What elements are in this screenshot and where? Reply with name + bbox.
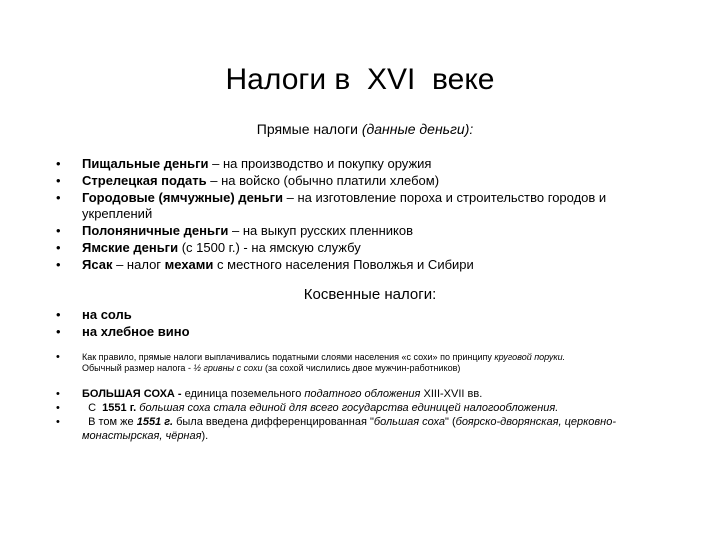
soha-lead: В том же	[82, 416, 137, 428]
direct-taxes-heading-text: Прямые налоги	[256, 121, 362, 137]
note-text: (за сохой числились двое мужчин-работников)	[262, 363, 461, 373]
list-item	[0, 306, 720, 323]
bullet: •	[56, 388, 60, 400]
soha-bold: БОЛЬШАЯ СОХА -	[82, 388, 185, 400]
list-item	[0, 240, 720, 256]
soha-text: была введена дифференцированная "	[173, 416, 374, 428]
soha-text: " (	[445, 416, 456, 428]
indirect-tax-text: на хлебное вино	[82, 324, 190, 339]
bullet: •	[56, 173, 61, 188]
list-item	[0, 156, 720, 172]
note-line-1	[82, 352, 660, 363]
list-item	[0, 173, 720, 189]
tax-desc: – на войско (обычно платили хлебом)	[206, 173, 440, 188]
soha-list	[0, 387, 720, 443]
direct-taxes-heading	[5, 121, 720, 137]
note-list	[0, 352, 720, 374]
page-title: Налоги в XVI веке	[225, 63, 495, 96]
list-item	[0, 352, 720, 374]
tax-desc: (с 1500 г.) - на ямскую службу	[178, 240, 361, 255]
soha-text: ).	[201, 430, 209, 442]
tax-name: Стрелецкая подать	[82, 173, 207, 188]
note-line-2	[82, 363, 660, 374]
bullet: •	[56, 307, 61, 322]
tax-name: Ясак	[82, 257, 113, 272]
soha-bold: 1551 г.	[102, 402, 137, 414]
tax-desc: – на производство и покупку оружия	[208, 156, 432, 171]
tax-desc-bold: мехами	[164, 257, 214, 272]
soha-italic: большая соха	[373, 416, 445, 428]
list-item	[0, 223, 720, 239]
soha-lead: С	[82, 402, 103, 414]
bullet: •	[56, 324, 61, 339]
list-item	[0, 401, 720, 415]
list-item	[0, 257, 720, 273]
note-italic: ½ гривны с сохи	[193, 363, 263, 373]
bullet: •	[56, 257, 61, 272]
indirect-tax-text: на соль	[82, 307, 132, 322]
soha-italic: большая соха стала единой для всего государства единицей налогообложения.	[136, 402, 559, 414]
note-text: Как правило, прямые налоги выплачивались податными слоями населения «с сохи» по принципу	[82, 352, 495, 362]
note-text: Обычный размер налога -	[82, 363, 194, 373]
soha-text: единица поземельного	[184, 388, 305, 400]
bullet: •	[56, 190, 61, 205]
list-item	[0, 190, 720, 222]
bullet: •	[56, 402, 60, 414]
tax-name: Ямские деньги	[82, 240, 179, 255]
soha-text: XIII-XVII вв.	[420, 388, 483, 400]
direct-taxes-list	[0, 156, 720, 274]
list-item	[0, 415, 720, 443]
note-italic: круговой поруки.	[494, 352, 566, 362]
soha-italic: боярско-дворянская, церковно-монастырская, чёрная	[82, 416, 616, 442]
bullet: •	[56, 351, 60, 363]
indirect-taxes-list	[0, 306, 720, 340]
tax-desc: – налог	[112, 257, 165, 272]
tax-desc: – на изготовление пороха и строительство городов и укреплений	[82, 190, 607, 221]
direct-taxes-heading-italic: (данные деньги):	[361, 121, 474, 137]
bullet: •	[56, 223, 61, 238]
tax-desc-end: с местного населения Поволжья и Сибири	[213, 257, 474, 272]
soha-bold-italic: 1551 г.	[136, 416, 174, 428]
tax-name: Пищальные деньги	[82, 156, 209, 171]
tax-name: Городовые (ямчужные) деньги	[82, 190, 284, 205]
tax-name: Полоняничные деньги	[82, 223, 229, 238]
bullet: •	[56, 416, 60, 428]
list-item	[0, 323, 720, 340]
bullet: •	[56, 240, 61, 255]
soha-italic: податного обложения	[304, 388, 421, 400]
tax-desc: – на выкуп русских пленников	[228, 223, 414, 238]
indirect-taxes-heading: Косвенные налоги:	[303, 286, 437, 303]
list-item	[0, 387, 720, 401]
bullet: •	[56, 156, 61, 171]
